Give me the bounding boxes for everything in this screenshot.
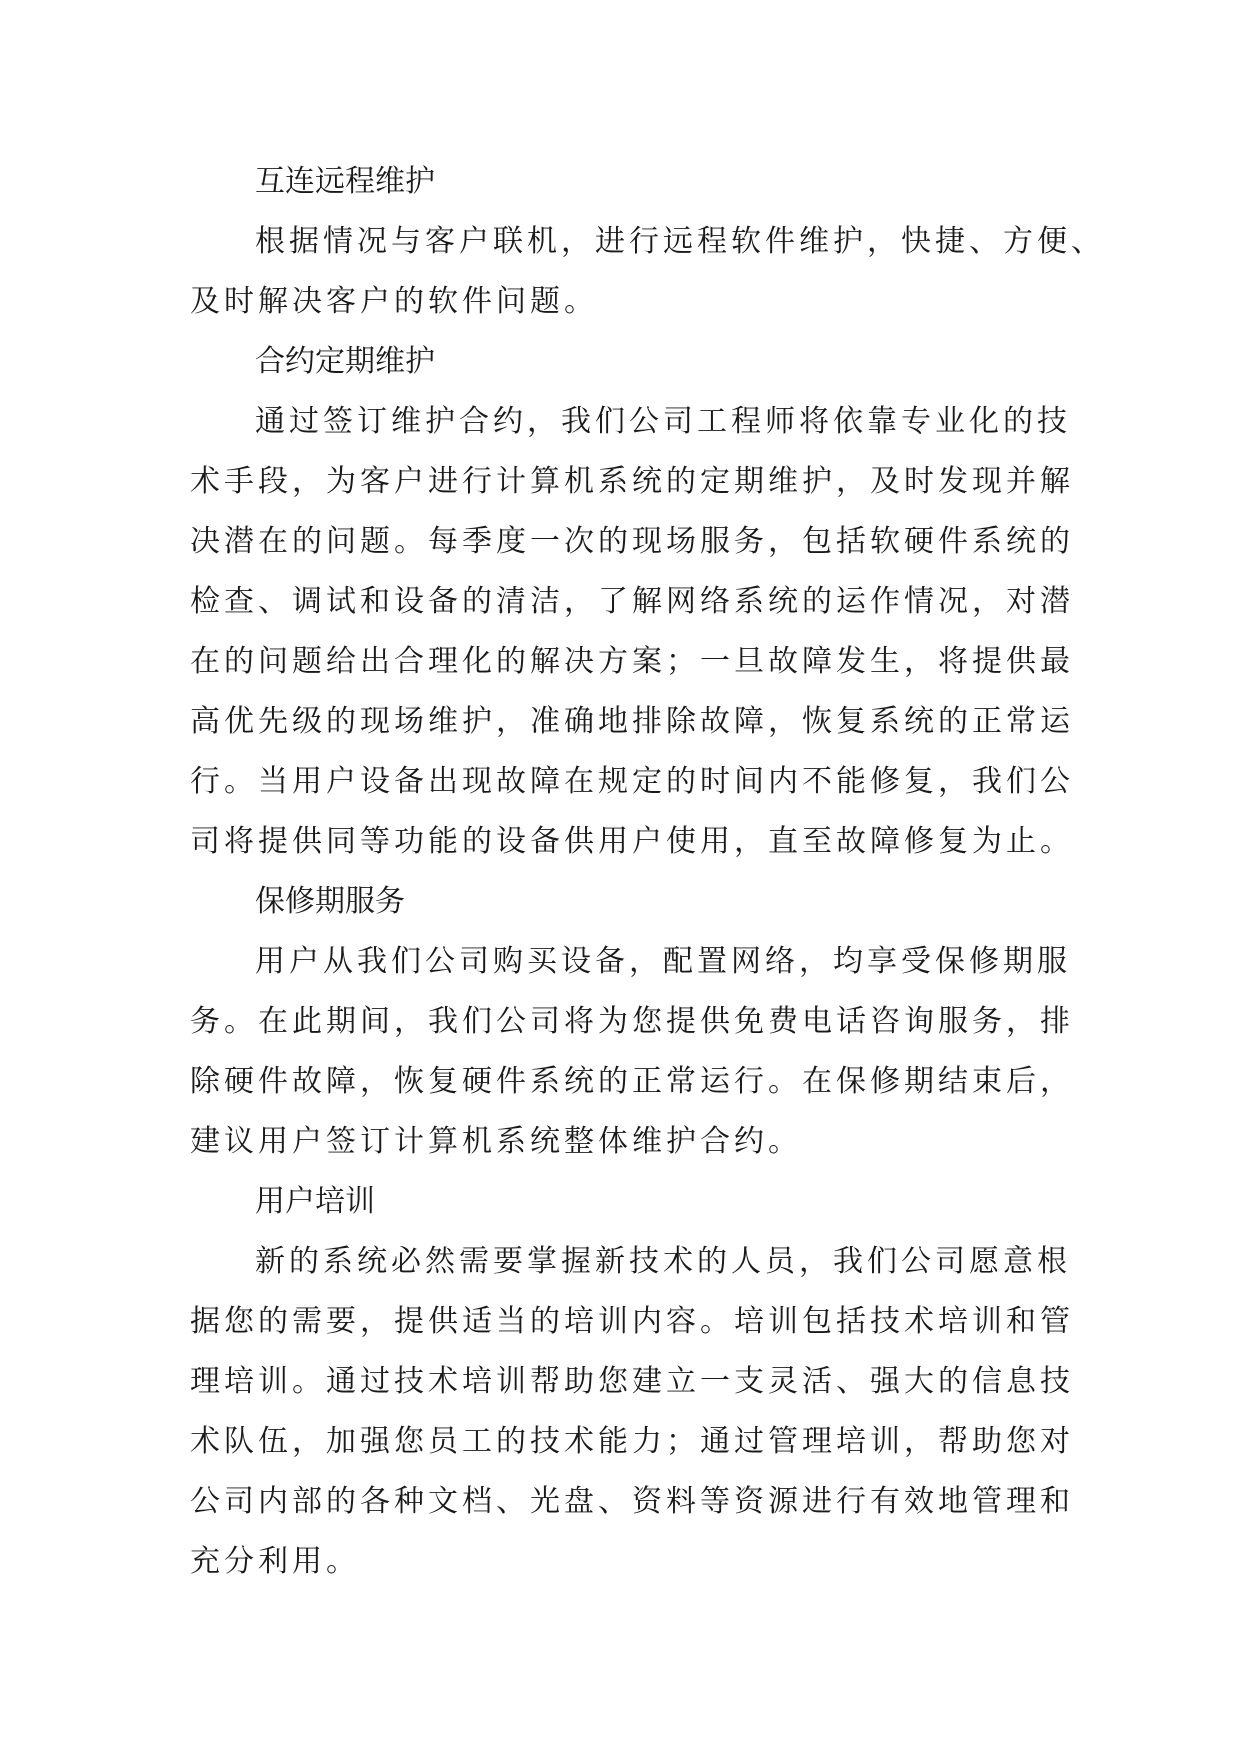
paragraph-line: 通过签订维护合约，我们公司工程师将依靠专业化的技 <box>255 404 1071 439</box>
paragraph-line: 理培训。通过技术培训帮助您建立一支灵活、强大的信息技 <box>190 1364 1074 1399</box>
paragraph-line: 公司内部的各种文档、光盘、资料等资源进行有效地管理和 <box>190 1484 1074 1519</box>
paragraph-line: 据您的需要，提供适当的培训内容。培训包括技术培训和管 <box>190 1304 1074 1339</box>
paragraph-line: 及时解决客户的软件问题。 <box>190 284 598 319</box>
section-heading-remote-maintenance: 互连远程维护 <box>255 164 435 199</box>
paragraph-line: 术队伍，加强您员工的技术能力；通过管理培训，帮助您对 <box>190 1424 1074 1459</box>
paragraph-line: 术手段，为客户进行计算机系统的定期维护，及时发现并解 <box>190 464 1074 499</box>
section-heading-user-training: 用户培训 <box>255 1184 375 1219</box>
section-heading-warranty-service: 保修期服务 <box>255 884 405 919</box>
paragraph-line: 行。当用户设备出现故障在规定的时间内不能修复，我们公 <box>190 764 1074 799</box>
paragraph-line: 司将提供同等功能的设备供用户使用，直至故障修复为止。 <box>190 824 1074 859</box>
document-body <box>190 152 1105 1592</box>
paragraph-line: 除硬件故障，恢复硬件系统的正常运行。在保修期结束后， <box>190 1064 1074 1099</box>
paragraph-line: 务。在此期间，我们公司将为您提供免费电话咨询服务，排 <box>190 1004 1074 1039</box>
paragraph-line: 充分利用。 <box>190 1544 360 1579</box>
paragraph-line: 建议用户签订计算机系统整体维护合约。 <box>190 1124 802 1159</box>
paragraph-line: 检查、调试和设备的清洁，了解网络系统的运作情况，对潜 <box>190 584 1074 619</box>
paragraph-line: 新的系统必然需要掌握新技术的人员，我们公司愿意根 <box>255 1244 1071 1279</box>
paragraph-line: 在的问题给出合理化的解决方案；一旦故障发生，将提供最 <box>190 644 1074 679</box>
section-heading-contract-maintenance: 合约定期维护 <box>255 344 435 379</box>
paragraph-line: 高优先级的现场维护，准确地排除故障，恢复系统的正常运 <box>190 704 1074 739</box>
paragraph-line: 决潜在的问题。每季度一次的现场服务，包括软硬件系统的 <box>190 524 1074 559</box>
paragraph-line: 用户从我们公司购买设备，配置网络，均享受保修期服 <box>255 944 1071 979</box>
paragraph-line: 根据情况与客户联机，进行远程软件维护，快捷、方便、 <box>255 224 1105 259</box>
